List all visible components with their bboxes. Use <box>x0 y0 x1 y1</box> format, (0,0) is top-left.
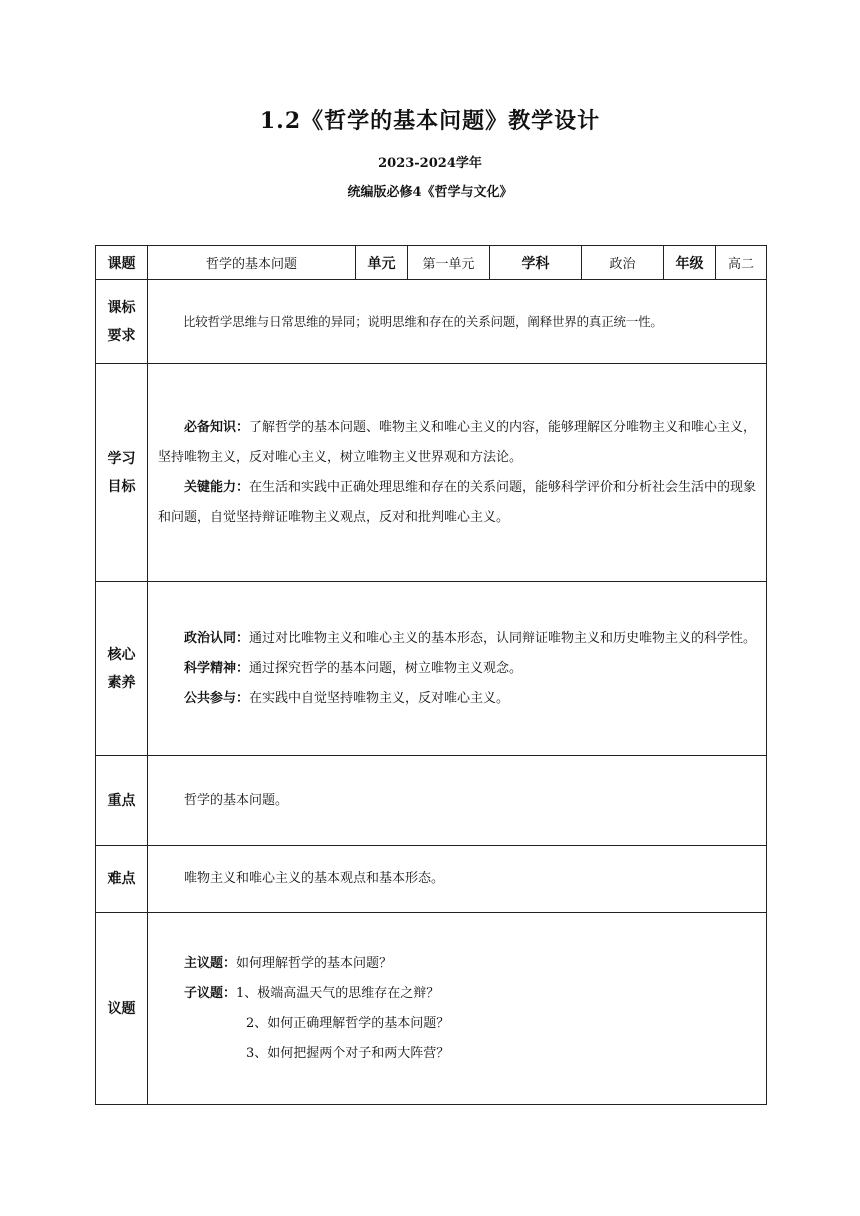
difficulty-text: 唯物主义和唯心主义的基本观点和基本形态。 <box>184 871 445 886</box>
objective-text: 了解哲学的基本问题、唯物主义和唯心主义的内容，能够理解区分唯物主义和唯心主义，坚持唯物主义，反对唯心主义，树立唯物主义世界观和方法论。 <box>158 419 757 465</box>
document-title: 1.2《哲学的基本问题》教学设计 <box>259 108 601 134</box>
objectives-row <box>96 364 767 582</box>
difficulty-label: 难点 <box>96 846 148 913</box>
literacy-key: 科学精神： <box>184 660 250 676</box>
key-point-label: 重点 <box>96 756 148 846</box>
literacy-item <box>148 654 766 684</box>
literacy-key: 政治认同： <box>184 630 250 646</box>
literacy-content <box>148 582 767 756</box>
grade-label: 年级 <box>664 246 716 280</box>
curriculum-label-line2: 要求 <box>107 327 136 344</box>
literacy-text: 在实践中自觉坚持唯物主义，反对唯心主义。 <box>249 690 510 706</box>
literacy-item <box>148 624 766 654</box>
curriculum-label <box>96 280 148 364</box>
literacy-label-line2: 素养 <box>107 674 136 691</box>
objective-key: 关键能力： <box>184 479 250 495</box>
sub-topic-text: 1、极端高温天气的思维存在之辩？ <box>236 985 440 1001</box>
main-topic <box>148 949 766 979</box>
literacy-text: 通过探究哲学的基本问题，树立唯物主义观念。 <box>249 660 523 676</box>
objectives-content <box>148 364 767 582</box>
objective-item <box>148 413 766 473</box>
main-topic-text: 如何理解哲学的基本问题？ <box>236 955 393 971</box>
topics-content <box>148 913 767 1105</box>
header-row <box>96 246 767 280</box>
unit-label: 单元 <box>356 246 408 280</box>
sub-topic <box>148 979 766 1009</box>
curriculum-text: 比较哲学思维与日常思维的异同；说明思维和存在的关系问题，阐释世界的真正统一性。 <box>183 313 663 329</box>
objectives-label-line2: 目标 <box>107 478 136 495</box>
sub-topic: 2、如何正确理解哲学的基本问题？ <box>246 1015 450 1031</box>
objective-text: 在生活和实践中正确处理思维和存在的关系问题，能够科学评价和分析社会生活中的现象和问题，自觉坚持辩证唯物主义观点，反对和批判唯心主义。 <box>158 479 757 525</box>
unit-value: 第一单元 <box>408 246 490 280</box>
topic-label: 课题 <box>96 246 148 280</box>
objectives-label-line1: 学习 <box>107 450 136 467</box>
curriculum-content <box>148 280 767 364</box>
sub-topic-key: 子议题： <box>184 985 237 1001</box>
difficulty-row <box>96 846 767 913</box>
curriculum-label-line1: 课标 <box>107 299 136 316</box>
literacy-label <box>96 582 148 756</box>
topic-value: 哲学的基本问题 <box>148 246 356 280</box>
literacy-label-line1: 核心 <box>107 646 136 663</box>
key-point-row <box>96 756 767 846</box>
literacy-row <box>96 582 767 756</box>
objective-key: 必备知识： <box>184 419 250 435</box>
subject-label: 学科 <box>490 246 582 280</box>
topics-label: 议题 <box>96 913 148 1105</box>
difficulty-content <box>148 846 767 913</box>
literacy-text: 通过对比唯物主义和唯心主义的基本形态，认同辩证唯物主义和历史唯物主义的科学性。 <box>249 630 757 646</box>
school-year: 2023-2024学年 <box>378 156 482 171</box>
literacy-key: 公共参与： <box>184 690 250 706</box>
sub-topic: 3、如何把握两个对子和两大阵营？ <box>246 1045 450 1061</box>
objective-item <box>148 473 766 533</box>
curriculum-row <box>96 280 767 364</box>
textbook-edition: 统编版必修4《哲学与文化》 <box>347 185 513 200</box>
lesson-plan-table <box>95 245 767 1105</box>
objectives-label <box>96 364 148 582</box>
grade-value: 高二 <box>716 246 767 280</box>
literacy-item <box>148 684 766 714</box>
key-point-content <box>148 756 767 846</box>
main-topic-key: 主议题： <box>184 955 237 971</box>
subject-value: 政治 <box>582 246 664 280</box>
topics-row <box>96 913 767 1105</box>
key-point-text: 哲学的基本问题。 <box>184 792 289 808</box>
